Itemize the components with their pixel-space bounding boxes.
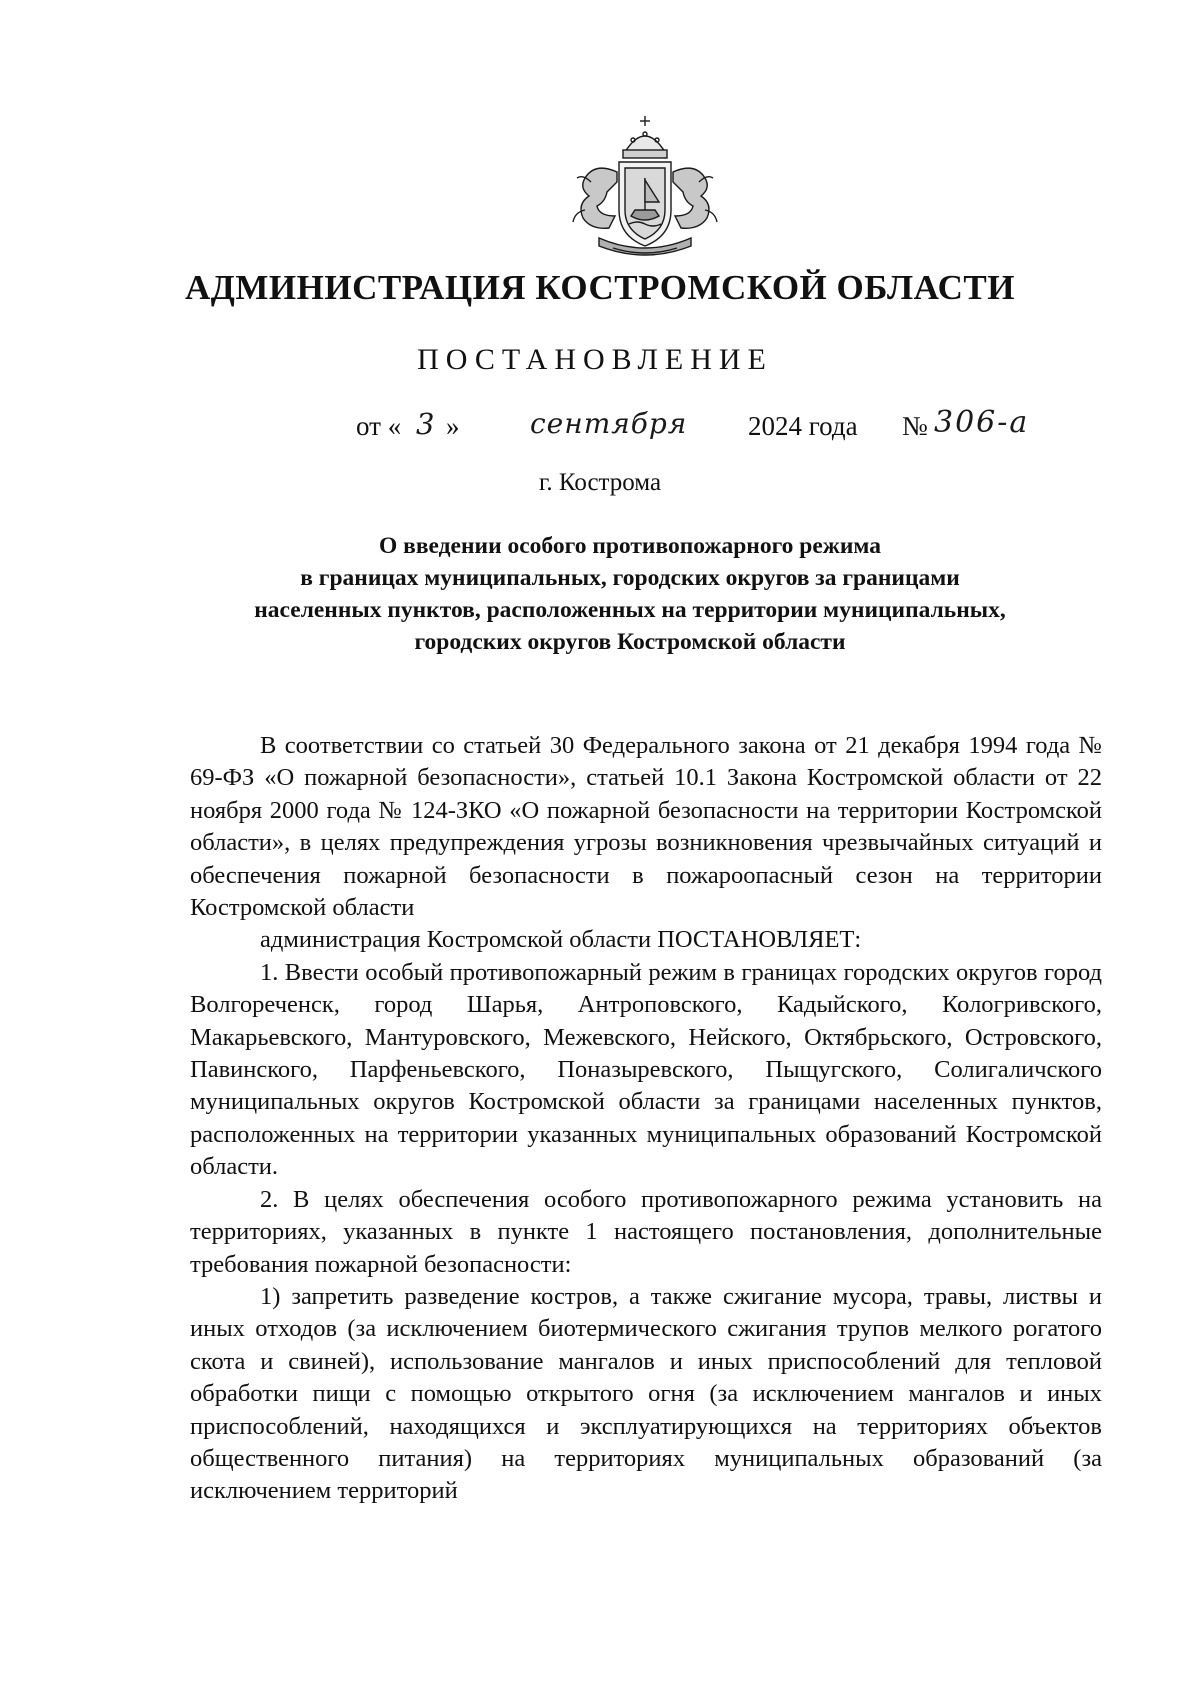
organization-title: АДМИНИСТРАЦИЯ КОСТРОМСКОЙ ОБЛАСТИ [185, 268, 1015, 307]
document-subject [175, 530, 1085, 658]
subject-line: населенных пунктов, расположенных на территории муниципальных, [254, 597, 1006, 623]
handwritten-number: 306-а [934, 405, 1030, 440]
date-line [350, 403, 1100, 453]
subject-line: в границах муниципальных, городских округов за границами [300, 565, 960, 591]
handwritten-month: сентября [530, 407, 688, 440]
date-quote-close: » [446, 411, 460, 441]
item-2-1-paragraph: 1) запретить разведение костров, а также сжигание мусора, травы, листвы и иных отходов (за исключением биотермического сжигания трупов мелкого рогатого скота и свиней), использование мангалов и иных приспособлений для тепловой обработки пищи с помощью открытого огня (за исключением мангалов и иных приспособлений, находящихся и эксплуатирующихся на территориях объектов общественного питания) на территориях муниципальных образований (за исключением территорий [190, 1282, 1102, 1505]
decree-line: администрация Костромской области ПОСТАНОВЛЯЕТ: [260, 926, 862, 954]
kostroma-region-coat-of-arms-icon [555, 112, 735, 260]
number-prefix: № [902, 411, 928, 441]
document-type: ПОСТАНОВЛЕНИЕ [417, 343, 773, 376]
item-2-paragraph: 2. В целях обеспечения особого противопожарного режима установить на территориях, указанных в пункте 1 настоящего постановления, дополнительные требования пожарной безопасности: [190, 1185, 1102, 1278]
date-year: 2024 года [748, 411, 858, 441]
document-body [190, 730, 1102, 1508]
item-1-paragraph: 1. Ввести особый противопожарный режим в границах городских округов город Волгореченск, город Шарья, Антроповского, Кадыйского, Кологривского, Макарьевского, Мантуровского, Межевского, Нейского, Октябрьского, Островского, Павинского, Парфеньевского, Поназыревского, Пыщугского, Солигаличского муниципальных округов Костромской области за границами населенных пунктов, расположенных на территории указанных муниципальных образований Костромской области. [190, 958, 1102, 1181]
date-prefix: от « [356, 411, 402, 441]
subject-line: О введении особого противопожарного режима [379, 533, 881, 559]
handwritten-day: 3 [416, 407, 435, 441]
city: г. Кострома [538, 469, 662, 496]
preamble-paragraph: В соответствии со статьей 30 Федерального закона от 21 декабря 1994 года № 69-ФЗ «О пожарной безопасности», статьей 10.1 Закона Костромской области от 22 ноября 2000 года № 124-ЗКО «О пожарной безопасности на территории Костромской области», в целях предупреждения угрозы возникновения чрезвычайных ситуаций и обеспечения пожарной безопасности в пожароопасный сезон на территории Костромской области [190, 732, 1102, 922]
subject-line: городских округов Костромской области [414, 629, 846, 655]
